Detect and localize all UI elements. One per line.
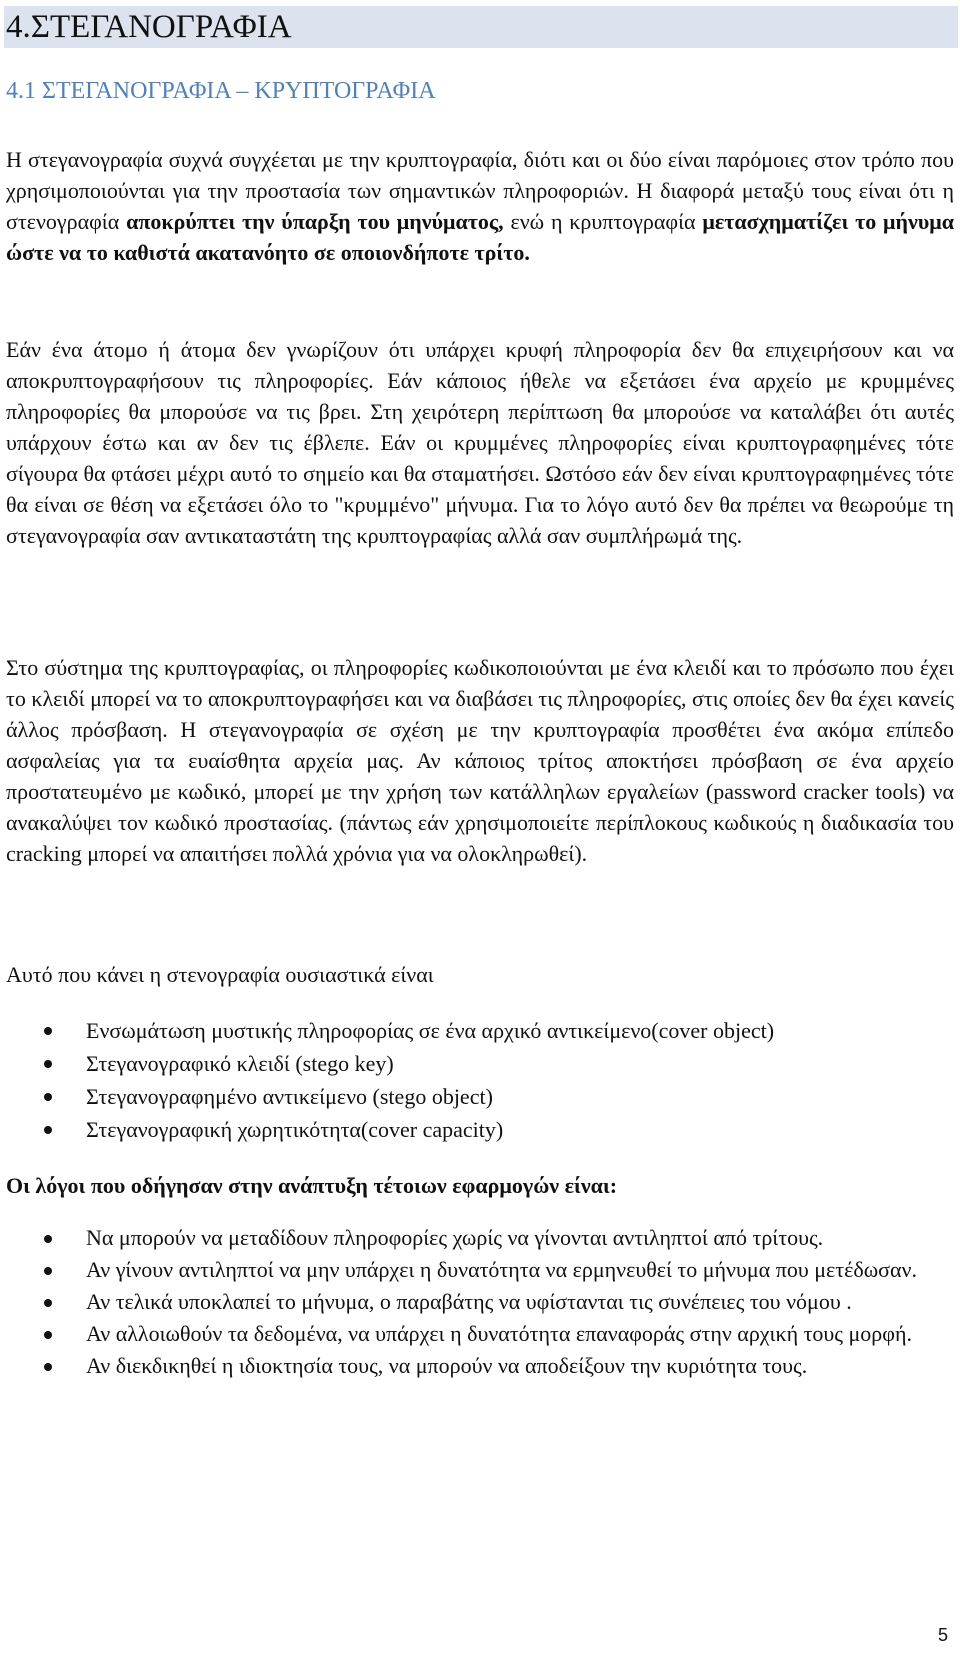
list-item: Να μπορούν να μεταδίδουν πληροφορίες χωρίς να γίνονται αντιληπτοί από τρίτους. (0, 1222, 954, 1254)
list-item: Αν γίνουν αντιληπτοί να μην υπάρχει η δυνατότητα να ερμηνευθεί το μήνυμα που μετέδωσαν. (0, 1254, 954, 1286)
bullet-icon (44, 1331, 52, 1339)
paragraph1-text-b: ενώ η κρυπτογραφία (503, 209, 703, 234)
paragraph-cryptography-system: Στο σύστημα της κρυπτογραφίας, οι πληροφορίες κωδικοποιούνται με ένα κλειδί και το πρόσωπο που έχει το κλειδί μπορεί να το αποκρυπτογραφήσει και να διαβάσει τις πληροφορίες, στις οποίες δεν θα έχει κανείς άλλος πρόσβαση. Η στεγανογραφία σε σχέση με την κρυπτογραφία προσθέτει ένα ακόμα επίπεδο ασφαλείας για τα ευαίσθητα αρχεία μας. Αν κάποιος τρίτος αποκτήσει πρόσβαση σε ένα αρχείο προστατευμένο με κωδικό, μπορεί με την χρήση των κατάλληλων εργαλείων (password cracker tools) να ανακαλύψει τον κωδικό προστασίας. (πάντως εάν χρησιμοποιείτε περίπλοκους κωδικούς η διαδικασία του cracking μπορεί να απαιτήσει πολλά χρόνια για να ολοκληρωθεί). (6, 655, 954, 866)
paragraph1-text-a: Η στεγανογραφία συχνά συγχέεται με την κρυπτογραφία, διότι και οι δύο είναι παρόμοιες στον τρόπο που χρησιμοποιούνται για την προστασία των σημαντικών πληροφοριών. Η διαφορά μεταξύ τους είναι ότι η στενογραφία (6, 147, 954, 234)
reasons-list (0, 1222, 954, 1382)
chapter-title: 4.ΣΤΕΓΑΝΟΓΡΑΦΙΑ (6, 9, 292, 45)
bullet-icon (44, 1027, 52, 1035)
steganography-components-list (0, 1014, 954, 1146)
list-item: Αν διεκδικηθεί η ιδιοκτησία τους, να μπορούν να αποδείξουν την κυριότητα τους. (0, 1350, 954, 1382)
list-item: Στεγανογραφική χωρητικότητα(cover capacity) (0, 1113, 954, 1146)
bullet-icon (44, 1299, 52, 1307)
paragraph-hidden-information: Εάν ένα άτομο ή άτομα δεν γνωρίζουν ότι υπάρχει κρυφή πληροφορία δεν θα επιχειρήσουν και να αποκρυπτογραφήσουν τις πληροφορίες. Εάν κάποιος ήθελε να εξετάσει ένα αρχείο με κρυμμένες πληροφορίες θα μπορούσε να τις βρει. Στη χειρότερη περίπτωση θα μπορούσε να καταλάβει ότι αυτές υπάρχουν έστω και αν δεν τις έβλεπε. Εάν οι κρυμμένες πληροφορίες είναι κρυπτογραφημένες τότε σίγουρα θα φτάσει μέχρι αυτό το σημείο και θα σταματήσει. Ωστόσο εάν δεν είναι κρυπτογραφημένες τότε θα είναι σε θέση να εξετάσει όλο το "κρυμμένο" μήνυμα. Για το λόγο αυτό δεν θα πρέπει να θεωρούμε τη στεγανογραφία σαν αντικαταστάτη της κρυπτογραφίας αλλά σαν συμπλήρωμά της. (6, 337, 954, 548)
paragraph-what-steganography-does: Αυτό που κάνει η στενογραφία ουσιαστικά είναι (6, 962, 434, 987)
paragraph1-bold-a: αποκρύπτει την ύπαρξη του μηνύματος, (126, 209, 504, 234)
list-item: Στεγανογραφημένο αντικείμενο (stego object) (0, 1080, 954, 1113)
paragraph-steganography-vs-cryptography (6, 144, 954, 268)
bullet-icon (44, 1060, 52, 1068)
list-item: Στεγανογραφικό κλειδί (stego key) (0, 1047, 954, 1080)
bullet-icon (44, 1093, 52, 1101)
bullet-icon (44, 1126, 52, 1134)
reasons-heading: Οι λόγοι που οδήγησαν στην ανάπτυξη τέτοιων εφαρμογών είναι: (6, 1173, 618, 1198)
bullet-icon (44, 1235, 52, 1243)
bullet-icon (44, 1267, 52, 1275)
bullet-icon (44, 1363, 52, 1371)
paragraph1-bold-b: μετασχηματίζει το μήνυμα ώστε να το καθιστά ακατανόητο σε οποιονδήποτε τρίτο. (6, 209, 954, 265)
page-number: 5 (937, 1625, 948, 1645)
section-title: 4.1 ΣΤΕΓΑΝΟΓΡΑΦΙΑ – ΚΡΥΠΤΟΓΡΑΦΙΑ (6, 78, 436, 104)
list-item: Αν αλλοιωθούν τα δεδομένα, να υπάρχει η δυνατότητα επαναφοράς στην αρχική τους μορφή. (0, 1318, 954, 1350)
list-item: Αν τελικά υποκλαπεί το μήνυμα, ο παραβάτης να υφίστανται τις συνέπειες του νόμου . (0, 1286, 954, 1318)
list-item: Ενσωμάτωση μυστικής πληροφορίας σε ένα αρχικό αντικείμενο(cover object) (0, 1014, 954, 1047)
